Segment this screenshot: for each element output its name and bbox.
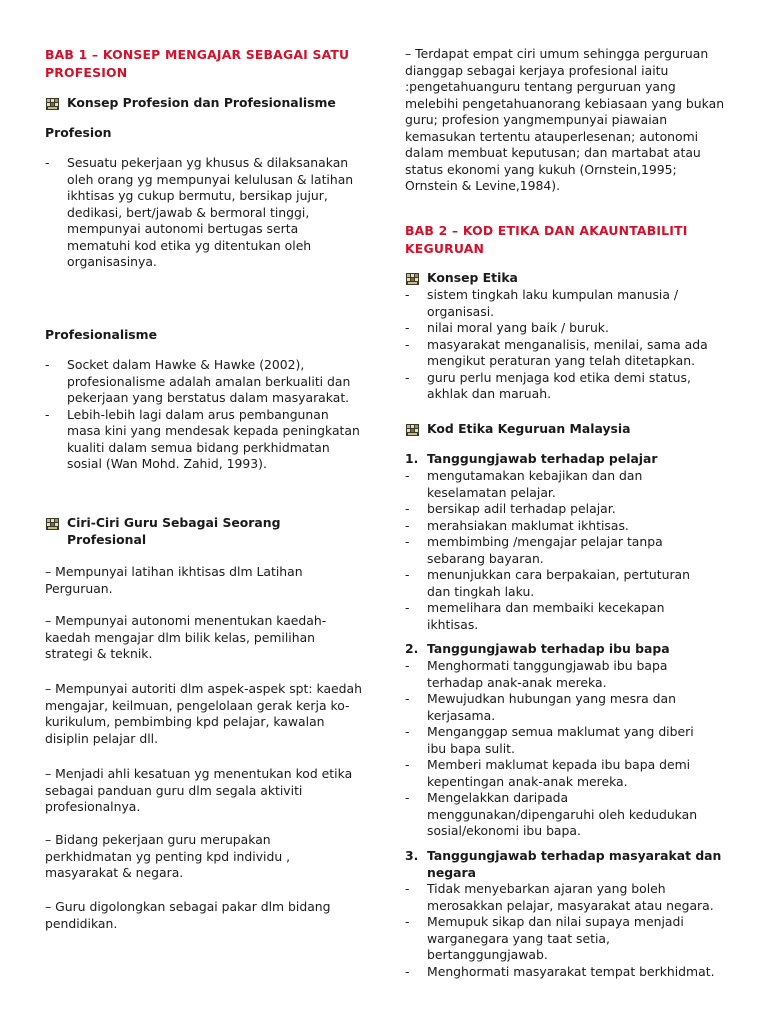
intro-paragraph: – Terdapat empat ciri umum sehingga perguruan dianggap sebagai kerjaya profesional iaitu :pengetahuanguru tentang perguruan yang melebihi pengetahuanorang kebiasaan yang bukan guru; profesion yangmempunyai piawaian kemasukan tertentu atauperlesenan; autonomi dalam membuat keputusan; dan martabat atau status ekonomi yang kukuh (Ornstein,1995; Ornstein & Levine,1984). xyxy=(405,46,725,193)
list-item: - membimbing /mengajar pelajar tanpa sebarang bayaran. xyxy=(405,534,690,567)
list-item: - Menghormati masyarakat tempat berkhidmat. xyxy=(405,964,727,981)
section-title: Tanggungjawab terhadap masyarakat dan negara xyxy=(427,848,722,880)
ciri-item: – Bidang pekerjaan guru merupakan perkhidmatan yg penting kpd individu , masyarakat & negara. xyxy=(45,832,291,880)
list-item: - guru perlu menjaga kod etika demi status, akhlak dan maruah. xyxy=(405,370,715,403)
list-item: - nilai moral yang baik / buruk. xyxy=(405,320,715,337)
list-item: - Memupuk sikap dan nilai supaya menjadi warganegara yang taat setia, bertanggungjawab. xyxy=(405,914,727,964)
section-title: Tanggungjawab terhadap ibu bapa xyxy=(427,641,670,656)
list-item: - Sesuatu pekerjaan yg khusus & dilaksanakan oleh orang yg mempunyai kelulusan & latihan ikhtisas yg cukup bermutu, bersikap jujur, dedikasi, bert/jawab & bermoral tinggi, mempunyai autonomi bertugas serta mematuhi kod etika yg ditentukan oleh organisasinya. xyxy=(45,155,363,271)
konsep-heading-label: Konsep Profesion dan Profesionalisme xyxy=(67,95,336,110)
list-item: - Mengelakkan daripada menggunakan/dipengaruhi oleh kedudukan sosial/ekonomi ibu bapa. xyxy=(405,790,705,840)
bab1-title: BAB 1 – KONSEP MENGAJAR SEBAGAI SATU PROFESION xyxy=(45,47,350,80)
profesionalisme-list xyxy=(45,357,363,473)
etika-heading-label: Konsep Etika xyxy=(427,270,518,285)
section-3-heading xyxy=(405,848,725,881)
list-item: - Menghormati tanggungjawab ibu bapa terhadap anak-anak mereka. xyxy=(405,658,705,691)
ciri-item: – Mempunyai latihan ikhtisas dlm Latihan Perguruan. xyxy=(45,564,303,596)
list-item: - menunjukkan cara berpakaian, pertuturan dan tingkah laku. xyxy=(405,567,690,600)
ciri-heading xyxy=(45,515,345,548)
list-item: - Menganggap semua maklumat yang diberi ibu bapa sulit. xyxy=(405,724,705,757)
section-1-heading xyxy=(405,451,725,468)
ciri-heading-label: Ciri-Ciri Guru Sebagai Seorang Profesional xyxy=(67,515,281,547)
section-number: 3. xyxy=(405,848,419,863)
list-item: - sistem tingkah laku kumpulan manusia / organisasi. xyxy=(405,287,715,320)
konsep-heading xyxy=(45,95,365,112)
section-1-list xyxy=(405,468,690,633)
section-3-list xyxy=(405,881,727,980)
list-item: - Mewujudkan hubungan yang mesra dan kerjasama. xyxy=(405,691,705,724)
list-item: - masyarakat menganalisis, menilai, sama ada mengikut peraturan yang telah ditetapkan. xyxy=(405,337,715,370)
ciri-item: – Guru digolongkan sebagai pakar dlm bidang pendidikan. xyxy=(45,899,331,931)
bullet-glyph-icon xyxy=(45,95,67,111)
ciri-item: – Mempunyai autoriti dlm aspek-aspek spt: kaedah mengajar, keilmuan, pengelolaan gerak kerja ko-kurikulum, pembimbing kpd pelajar, kawalan disiplin pelajar dll. xyxy=(45,681,362,746)
ciri-item: – Menjadi ahli kesatuan yg menentukan kod etika sebagai panduan guru dlm segala aktiviti profesionalnya. xyxy=(45,766,353,814)
list-item: - Lebih-lebih lagi dalam arus pembangunan masa kini yang mendesak kepada peningkatan kualiti dalam semua bidang perkhidmatan sosial (Wan Mohd. Zahid, 1993). xyxy=(45,407,363,473)
bullet-glyph-icon xyxy=(45,515,67,531)
list-item: - Socket dalam Hawke & Hawke (2002), profesionalisme adalah amalan berkualiti dan pekerjaan yang berstatus dalam masyarakat. xyxy=(45,357,363,407)
bab2-title: BAB 2 – KOD ETIKA DAN AKAUNTABILITI KEGURUAN xyxy=(405,223,688,256)
bullet-glyph-icon xyxy=(405,421,427,437)
profesion-heading: Profesion xyxy=(45,125,112,140)
section-title: Tanggungjawab terhadap pelajar xyxy=(427,451,658,466)
etika-list xyxy=(405,287,715,403)
list-item: - Memberi maklumat kepada ibu bapa demi kepentingan anak-anak mereka. xyxy=(405,757,705,790)
bullet-glyph-icon xyxy=(405,270,427,286)
list-item: - merahsiakan maklumat ikhtisas. xyxy=(405,518,690,535)
section-2-heading xyxy=(405,641,725,658)
list-item: - bersikap adil terhadap pelajar. xyxy=(405,501,690,518)
list-item: - mengutamakan kebajikan dan dan keselamatan pelajar. xyxy=(405,468,690,501)
list-item: - Tidak menyebarkan ajaran yang boleh merosakkan pelajar, masyarakat atau negara. xyxy=(405,881,727,914)
kod-heading-label: Kod Etika Keguruan Malaysia xyxy=(427,421,631,436)
ciri-item: – Mempunyai autonomi menentukan kaedah-kaedah mengajar dlm bilik kelas, pemilihan strategi & teknik. xyxy=(45,613,327,661)
section-number: 1. xyxy=(405,451,419,466)
list-item: - memelihara dan membaiki kecekapan ikhtisas. xyxy=(405,600,690,633)
profesionalisme-heading: Profesionalisme xyxy=(45,327,157,342)
section-2-list xyxy=(405,658,705,840)
section-number: 2. xyxy=(405,641,419,656)
etika-heading xyxy=(405,270,725,287)
profesion-list xyxy=(45,155,363,271)
kod-heading xyxy=(405,421,725,438)
